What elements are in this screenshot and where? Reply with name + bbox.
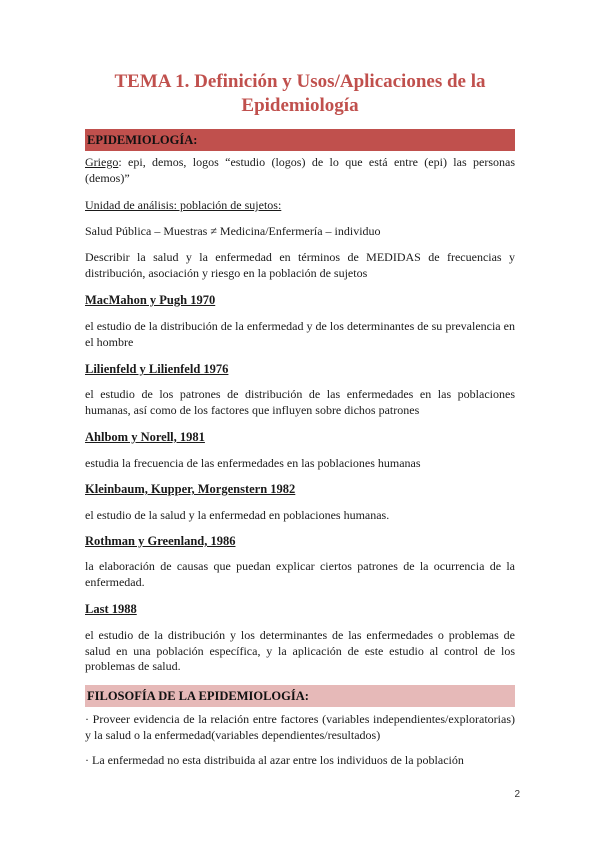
- page-title: [60, 70, 540, 118]
- greek-text: : epi, demos, logos “estudio (logos) de lo que está entre (epi) las personas (demos)”: [85, 155, 515, 185]
- public-health-note: Salud Pública – Muestras ≠ Medicina/Enfermería – individuo: [85, 224, 381, 238]
- author-definition: estudia la frecuencia de las enfermedades en las poblaciones humanas: [85, 456, 421, 470]
- title-line-1: TEMA 1. Definición y Usos/Aplicaciones de la: [114, 71, 486, 92]
- author-definition: el estudio de la distribución y los determinantes de las enfermedades o problemas de salud en una población específica, y la aplicación de este estudio al control de los problemas de salud.: [85, 628, 515, 673]
- philosophy-bullet: · Proveer evidencia de la relación entre factores (variables independientes/exploratorias) y la salud o la enfermedad(variables dependientes/resultados): [85, 712, 515, 742]
- greek-definition: [85, 155, 515, 186]
- author-definition: la elaboración de causas que puedan explicar ciertos patrones de la ocurrencia de la enfermedad.: [85, 559, 515, 589]
- author-definition: el estudio de la salud y la enfermedad en poblaciones humanas.: [85, 508, 390, 522]
- author-heading: MacMahon y Pugh 1970: [85, 293, 216, 307]
- author-heading: Lilienfeld y Lilienfeld 1976: [85, 362, 229, 376]
- author-definition: el estudio de la distribución de la enfermedad y de los determinantes de su prevalencia en el hombre: [85, 319, 515, 349]
- section-heading-epidemiologia: EPIDEMIOLOGÍA:: [85, 129, 515, 151]
- title-line-2: Epidemiología: [241, 95, 359, 116]
- unit-of-analysis: Unidad de análisis: población de sujetos:: [85, 198, 282, 212]
- page-number: 2: [514, 789, 520, 800]
- author-heading: Ahlbom y Norell, 1981: [85, 430, 205, 444]
- author-heading: Last 1988: [85, 602, 137, 616]
- philosophy-bullet: · La enfermedad no esta distribuida al azar entre los individuos de la población: [85, 753, 464, 767]
- author-heading: Kleinbaum, Kupper, Morgenstern 1982: [85, 482, 296, 496]
- author-heading: Rothman y Greenland, 1986: [85, 534, 236, 548]
- author-definition: el estudio de los patrones de distribución de las enfermedades en las poblaciones humanas, así como de los factores que influyen sobre dichos patrones: [85, 387, 515, 417]
- describe-paragraph: Describir la salud y la enfermedad en términos de MEDIDAS de frecuencias y distribución, asociación y riesgo en la población de sujetos: [85, 250, 515, 280]
- section-heading-filosofia: FILOSOFÍA DE LA EPIDEMIOLOGÍA:: [85, 685, 515, 707]
- greek-label: Griego: [85, 155, 119, 169]
